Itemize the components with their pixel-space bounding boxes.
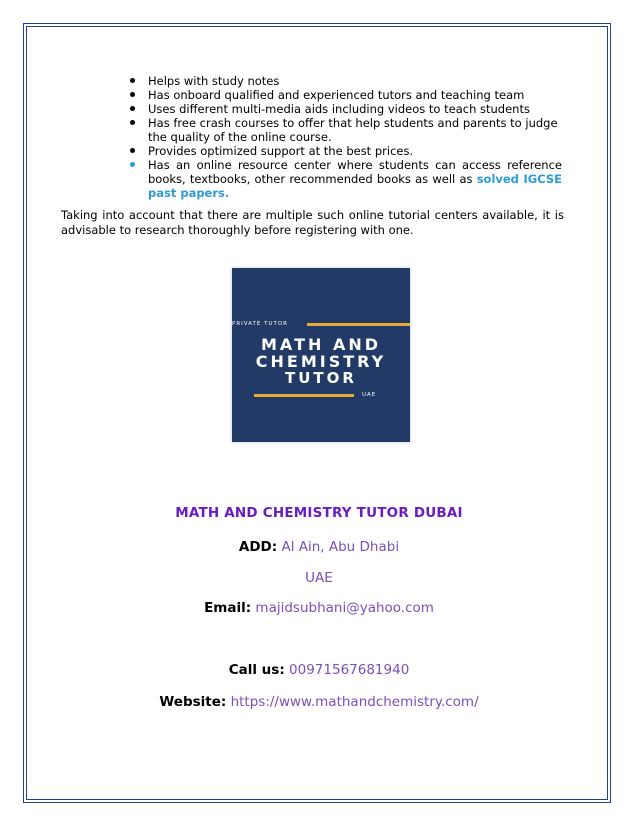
logo-region: UAE bbox=[362, 392, 377, 398]
phone-value[interactable]: 00971567681940 bbox=[289, 662, 410, 678]
logo-title-line: TUTOR bbox=[285, 369, 357, 387]
email-link[interactable]: majidsubhani@yahoo.com bbox=[255, 600, 434, 616]
logo-accent-bar bbox=[307, 323, 410, 326]
bullet-icon bbox=[130, 120, 135, 125]
website-label: Website: bbox=[159, 694, 227, 710]
list-item: Helps with study notes bbox=[130, 74, 562, 88]
company-name: MATH AND CHEMISTRY TUTOR DUBAI bbox=[175, 505, 463, 521]
logo-accent-bar bbox=[254, 394, 354, 397]
website-line bbox=[0, 694, 638, 710]
list-item: Uses different multi-media aids including videos to teach students bbox=[130, 102, 562, 116]
country-value: UAE bbox=[305, 570, 333, 586]
email-line bbox=[0, 600, 638, 616]
list-item: Provides optimized support at the best prices. bbox=[130, 144, 562, 158]
phone-line bbox=[0, 662, 638, 678]
phone-label: Call us: bbox=[228, 662, 285, 678]
logo-tagline: PRIVATE TUTOR bbox=[232, 321, 288, 327]
bullet-icon bbox=[130, 162, 135, 167]
bullet-icon bbox=[130, 106, 135, 111]
address-line bbox=[0, 539, 638, 555]
igcse-past-papers-link[interactable]: solved IGCSE past papers. bbox=[148, 172, 562, 200]
bullet-icon bbox=[130, 92, 135, 97]
address-value: Al Ain, Abu Dhabi bbox=[281, 539, 400, 555]
logo-title-line: MATH AND bbox=[261, 335, 381, 354]
address-label: ADD: bbox=[238, 539, 278, 555]
advice-paragraph: Taking into account that there are multiple such online tutorial centers available, it is advisable to research thoroughly before registering with one. bbox=[61, 208, 564, 237]
list-item: Has an online resource center where students can access reference books, textbooks, other recommended books as well as solved IGCSE past papers. bbox=[130, 158, 562, 200]
list-item: Has free crash courses to offer that help students and parents to judge the quality of the online course. bbox=[130, 116, 562, 144]
tutor-logo bbox=[232, 268, 410, 442]
website-link[interactable]: https://www.mathandchemistry.com/ bbox=[230, 694, 479, 710]
logo-title-line: CHEMISTRY bbox=[255, 352, 387, 371]
email-label: Email: bbox=[204, 600, 252, 616]
feature-list bbox=[130, 74, 562, 200]
bullet-icon bbox=[130, 78, 135, 83]
country-line bbox=[0, 570, 638, 586]
bullet-icon bbox=[130, 148, 135, 153]
list-item: Has onboard qualified and experienced tutors and teaching team bbox=[130, 88, 562, 102]
